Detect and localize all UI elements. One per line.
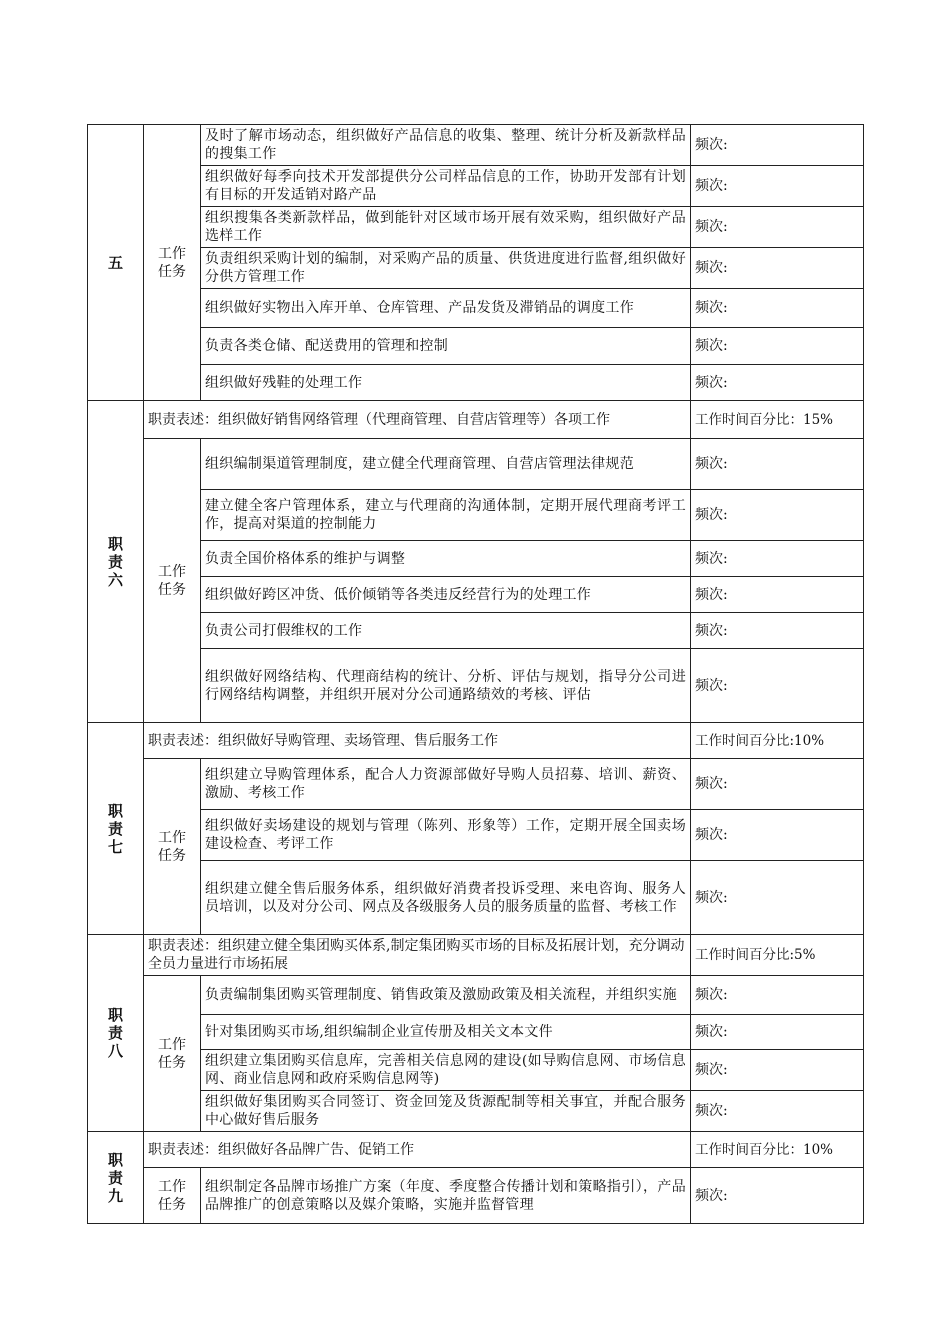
duty-summary: 职责表述：组织做好各品牌广告、促销工作	[144, 1132, 691, 1168]
task-row	[88, 439, 864, 490]
task-description: 组织建立健全售后服务体系，组织做好消费者投诉受理、来电咨询、服务人员培训，以及对分公司、网点及各级服务人员的服务质量的监督、考核工作	[201, 861, 691, 935]
work-task-label-line: 任务	[158, 263, 186, 280]
duty-number-char: 七	[107, 837, 123, 856]
task-description: 负责公司打假维权的工作	[201, 613, 691, 649]
frequency-cell: 频次:	[691, 541, 864, 577]
task-row	[88, 1015, 864, 1050]
work-task-label-line: 工作	[158, 245, 186, 262]
duty-summary-row	[88, 401, 864, 439]
frequency-cell: 频次:	[691, 1168, 864, 1224]
task-description: 组织做好集团购买合同签订、资金回笼及货源配制等相关事宜，并配合服务中心做好售后服务	[201, 1091, 691, 1132]
work-task-label	[144, 125, 201, 401]
duty-number-char: 责	[107, 1024, 123, 1042]
task-description: 组织做好实物出入库开单、仓库管理、产品发货及滞销品的调度工作	[201, 289, 691, 328]
task-description: 组织建立导购管理体系，配合人力资源部做好导购人员招募、培训、薪资、激励、考核工作	[201, 759, 691, 810]
task-row	[88, 248, 864, 289]
task-row	[88, 577, 864, 613]
duty-number-char: 五	[107, 253, 123, 272]
task-description: 负责全国价格体系的维护与调整	[201, 541, 691, 577]
task-row	[88, 861, 864, 935]
work-task-label-line: 工作	[158, 1036, 186, 1053]
frequency-cell: 频次:	[691, 365, 864, 401]
task-row	[88, 125, 864, 166]
frequency-cell: 频次:	[691, 1091, 864, 1132]
work-task-label-line: 工作	[158, 829, 186, 846]
work-time-percent: 工作时间百分比:5%	[691, 935, 864, 976]
frequency-cell: 频次:	[691, 328, 864, 365]
duty-summary: 职责表述：组织做好导购管理、卖场管理、售后服务工作	[144, 723, 691, 759]
task-description: 组织做好跨区冲货、低价倾销等各类违反经营行为的处理工作	[201, 577, 691, 613]
duty-summary: 职责表述：组织建立健全集团购买体系,制定集团购买市场的目标及拓展计划，充分调动全员力量进行市场拓展	[144, 935, 691, 976]
task-description: 组织制定各品牌市场推广方案（年度、季度整合传播计划和策略指引），产品品牌推广的创意策略以及媒介策略，实施并监督管理	[201, 1168, 691, 1224]
task-row	[88, 541, 864, 577]
frequency-cell: 频次:	[691, 490, 864, 541]
duty-summary-row	[88, 935, 864, 976]
duty-number-char: 职	[107, 534, 123, 553]
task-description: 组织搜集各类新款样品，做到能针对区域市场开展有效采购，组织做好产品选样工作	[201, 207, 691, 248]
task-row	[88, 328, 864, 365]
task-row	[88, 490, 864, 541]
work-time-percent: 工作时间百分比：15%	[691, 401, 864, 439]
frequency-cell: 频次:	[691, 577, 864, 613]
task-description: 组织建立集团购买信息库，完善相关信息网的建设(如导购信息网、市场信息网、商业信息网和政府采购信息网等)	[201, 1050, 691, 1091]
frequency-cell: 频次:	[691, 810, 864, 861]
frequency-cell: 频次:	[691, 1050, 864, 1091]
duty-number-char: 六	[107, 570, 123, 589]
frequency-cell: 频次:	[691, 439, 864, 490]
frequency-cell: 频次:	[691, 207, 864, 248]
task-description: 建立健全客户管理体系，建立与代理商的沟通体制，定期开展代理商考评工作，提高对渠道的控制能力	[201, 490, 691, 541]
duty-number-cell	[88, 125, 144, 401]
duty-summary-row	[88, 723, 864, 759]
work-task-label	[144, 1168, 201, 1224]
duty-number-char: 责	[107, 552, 123, 571]
frequency-cell: 频次:	[691, 166, 864, 207]
duty-number-char: 八	[107, 1042, 123, 1060]
work-task-label-line: 任务	[158, 1196, 186, 1213]
work-task-label	[144, 759, 201, 935]
duty-number-char: 职	[107, 1150, 123, 1169]
frequency-cell: 频次:	[691, 1015, 864, 1050]
task-description: 组织做好残鞋的处理工作	[201, 365, 691, 401]
duty-summary: 职责表述：组织做好销售网络管理（代理商管理、自营店管理等）各项工作	[144, 401, 691, 439]
duty-number-cell	[88, 935, 144, 1132]
task-row	[88, 1168, 864, 1224]
task-description: 组织做好网络结构、代理商结构的统计、分析、评估与规划，指导分公司进行网络结构调整，并组织开展对分公司通路绩效的考核、评估	[201, 649, 691, 723]
frequency-cell: 频次:	[691, 125, 864, 166]
task-description: 组织做好每季向技术开发部提供分公司样品信息的工作，协助开发部有计划有目标的开发适销对路产品	[201, 166, 691, 207]
duty-table	[87, 124, 864, 1224]
task-row	[88, 810, 864, 861]
frequency-cell: 频次:	[691, 976, 864, 1015]
task-row	[88, 289, 864, 328]
frequency-cell: 频次:	[691, 289, 864, 328]
task-row	[88, 166, 864, 207]
task-description: 负责组织采购计划的编制，对采购产品的质量、供货进度进行监督,组织做好分供方管理工作	[201, 248, 691, 289]
frequency-cell: 频次:	[691, 248, 864, 289]
task-row	[88, 976, 864, 1015]
duty-summary-row	[88, 1132, 864, 1168]
duty-number-cell	[88, 401, 144, 723]
frequency-cell: 频次:	[691, 613, 864, 649]
frequency-cell: 频次:	[691, 649, 864, 723]
task-row	[88, 759, 864, 810]
task-row	[88, 365, 864, 401]
task-row	[88, 1091, 864, 1132]
task-description: 组织做好卖场建设的规划与管理（陈列、形象等）工作，定期开展全国卖场建设检查、考评工作	[201, 810, 691, 861]
duty-number-cell	[88, 723, 144, 935]
task-description: 针对集团购买市场,组织编制企业宣传册及相关文本文件	[201, 1015, 691, 1050]
work-task-label-line: 任务	[158, 1054, 186, 1071]
work-task-label-line: 任务	[158, 581, 186, 598]
duty-table-body	[88, 125, 864, 1224]
work-task-label-line: 任务	[158, 847, 186, 864]
duty-number-char: 责	[107, 819, 123, 838]
task-row	[88, 649, 864, 723]
duty-number-char: 责	[107, 1168, 123, 1187]
work-task-label-line: 工作	[158, 563, 186, 580]
work-task-label	[144, 976, 201, 1132]
duty-number-char: 职	[107, 1006, 123, 1024]
frequency-cell: 频次:	[691, 861, 864, 935]
task-description: 及时了解市场动态，组织做好产品信息的收集、整理、统计分析及新款样品的搜集工作	[201, 125, 691, 166]
task-row	[88, 207, 864, 248]
work-time-percent: 工作时间百分比：10%	[691, 1132, 864, 1168]
work-task-label-line: 工作	[158, 1178, 186, 1195]
duty-number-char: 职	[107, 801, 123, 820]
task-row	[88, 613, 864, 649]
task-description: 负责编制集团购买管理制度、销售政策及激励政策及相关流程，并组织实施	[201, 976, 691, 1015]
work-task-label	[144, 439, 201, 723]
frequency-cell: 频次:	[691, 759, 864, 810]
duty-number-char: 九	[107, 1186, 123, 1205]
duty-number-cell	[88, 1132, 144, 1224]
task-description: 组织编制渠道管理制度，建立健全代理商管理、自营店管理法律规范	[201, 439, 691, 490]
work-time-percent: 工作时间百分比:10%	[691, 723, 864, 759]
task-description: 负责各类仓储、配送费用的管理和控制	[201, 328, 691, 365]
task-row	[88, 1050, 864, 1091]
